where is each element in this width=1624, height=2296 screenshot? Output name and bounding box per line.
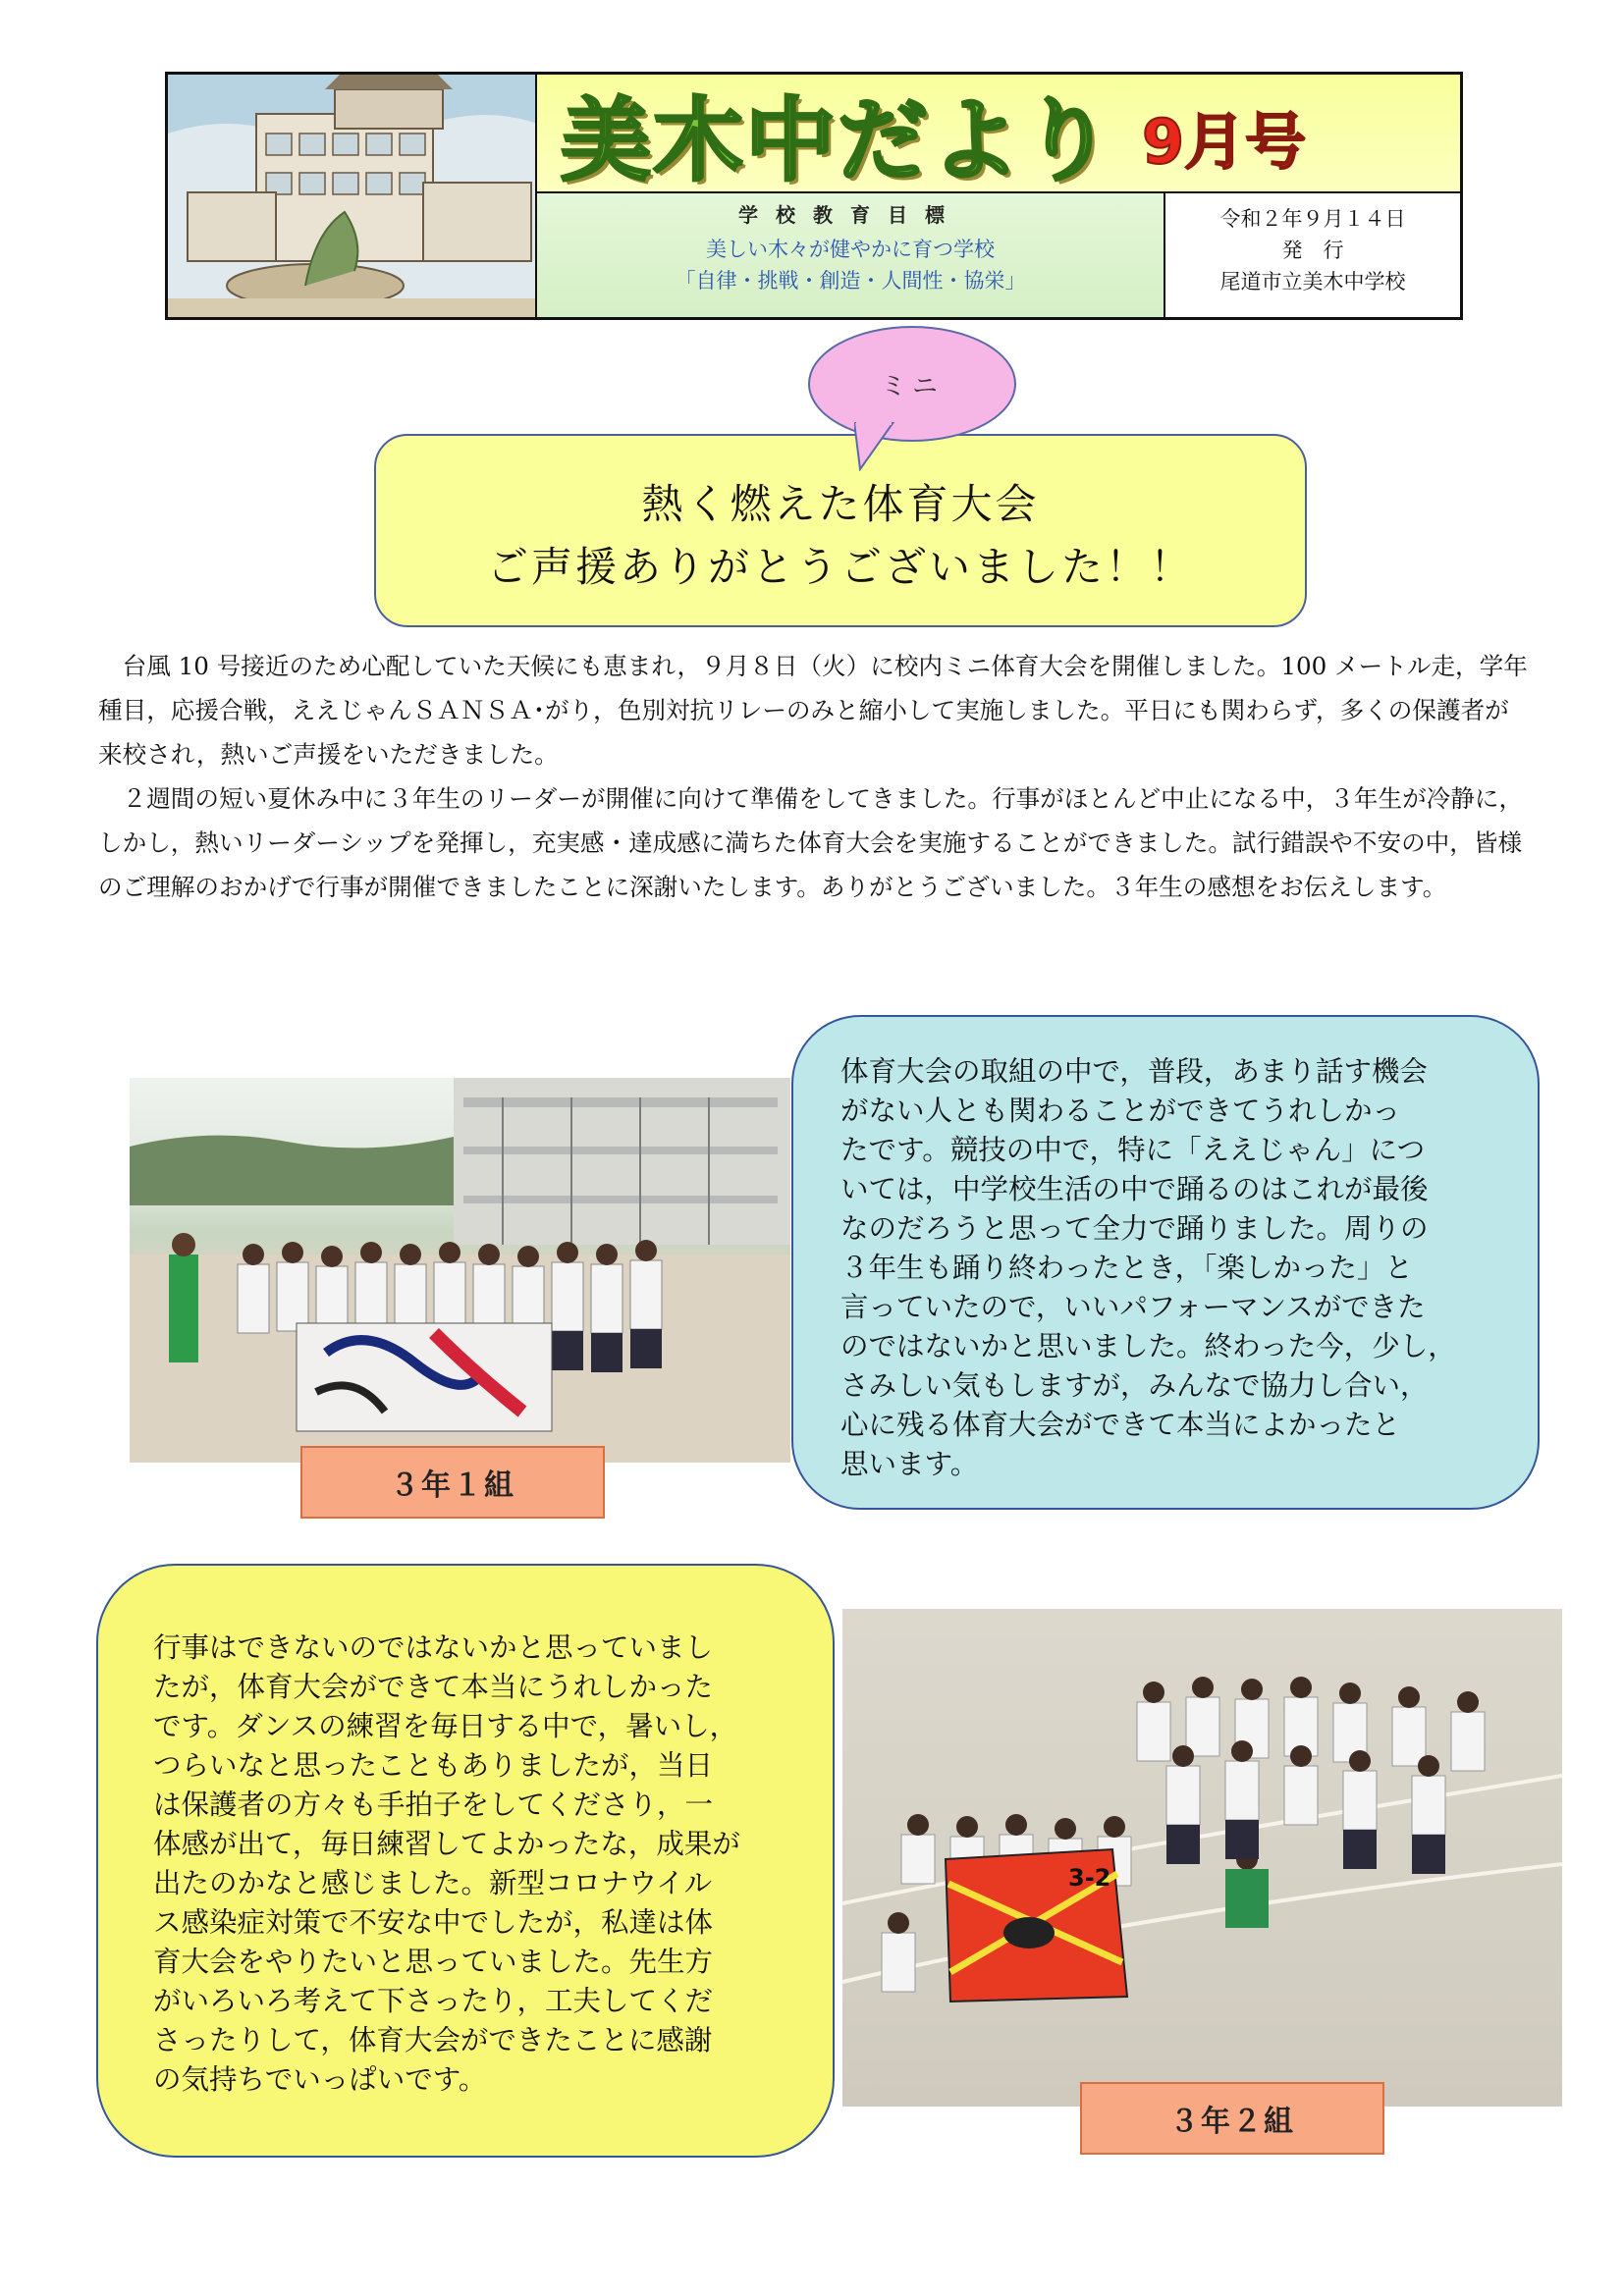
class-3-2-photo	[842, 1609, 1562, 2107]
comment-1-line: なのだろうと思って全力で踊りました。周りの	[840, 1212, 1429, 1245]
headline-line-1: 熱く燃えた体育大会	[641, 480, 1040, 528]
comment-2-line: 行事はできないのではないかと思っていまし	[153, 1631, 714, 1664]
title-band	[537, 75, 1460, 193]
comment-2-line: 体感が出て，毎日練習してよかったな，成果が	[153, 1828, 740, 1860]
comment-1-line: 心に残る体育大会ができて本当によかったと	[840, 1409, 1401, 1441]
issue-label: 9月号	[1142, 106, 1307, 178]
comment-2-line: がいろいろ考えて下さったり，工夫してくだ	[153, 1985, 714, 2017]
comment-2-line: です。ダンスの練習を毎日する中で，暑いし，	[153, 1710, 738, 1742]
publisher-name: 尾道市立美木中学校	[1219, 270, 1406, 294]
comment-1-line: がない人とも関わることができてうれしかっ	[840, 1095, 1401, 1127]
comment-2-line: の気持ちでいっぱいです。	[153, 2063, 487, 2096]
headline-line-2: ご声援ありがとうございました！！	[486, 543, 1194, 591]
article-paragraph-2: ２週間の短い夏休み中に３年生のリーダーが開催に向けて準備をしてきました。行事がほとんど中止になる中，３年生が冷静に，しかし，熱いリーダーシップを発揮し，充実感・達成感に満ちた体育大会を実施することができました。試行錯誤や不安の中，皆様のご理解のおかげで行事が開催できましたことに深謝いたします。ありがとうございました。３年生の感想をお伝えします。	[98, 784, 1524, 901]
comment-2-line: 育大会をやりたいと思っていました。先生方	[153, 1946, 714, 1978]
goal-heading: 学校教育目標	[738, 203, 962, 227]
comment-1-line: 言っていたので，いいパフォーマンスができた	[840, 1291, 1426, 1323]
student-comment-2	[96, 1564, 835, 2158]
class-3-1-group-photo	[130, 1078, 790, 1463]
class-3-1-label: ３年１組	[390, 1468, 515, 1503]
publication-date: 令和２年９月１４日	[1219, 207, 1406, 231]
comment-1-line: 体育大会の取組の中で，普段，あまり話す機会	[840, 1055, 1428, 1088]
publication-info	[1165, 193, 1460, 317]
class-3-2-group-photo	[842, 1609, 1562, 2107]
article-body	[98, 644, 1532, 909]
comment-1-line: さみしい気もしますが，みんなで協力し合い，	[840, 1369, 1429, 1402]
flag-class-text: 3-2	[1068, 1864, 1111, 1892]
comment-1-line: 思います。	[840, 1448, 979, 1480]
class-3-2-label: ３年２組	[1169, 2105, 1295, 2139]
goal-line-2: 「自律・挑戦・創造・人間性・協栄」	[675, 269, 1026, 293]
comment-2-line: は保護者の方々も手拍子をしてくださり，一	[153, 1789, 714, 1821]
class-3-1-caption	[300, 1446, 605, 1519]
comment-2-line: ス感染症対策で不安な中でしたが，私達は体	[153, 1906, 714, 1939]
mini-label: ミニ	[880, 371, 944, 401]
comment-2-line: 出たのかなと感じました。新型コロナウイル	[153, 1867, 713, 1899]
goal-line-1: 美しい木々が健やかに育つ学校	[706, 238, 995, 261]
comment-1-line: いては，中学校生活の中で踊るのはこれが最後	[840, 1173, 1429, 1205]
headline-box	[374, 434, 1307, 627]
comment-2-line: たが，体育大会ができて本当にうれしかった	[153, 1671, 714, 1703]
speech-bubble-tail	[854, 422, 913, 471]
publish-label: 発 行	[1281, 239, 1344, 262]
student-comment-1	[791, 1015, 1540, 1510]
comment-2-line: つらいなと思ったこともありましたが，当日	[153, 1749, 714, 1782]
school-building-illustration	[168, 75, 537, 317]
school-building-sketch	[168, 75, 537, 317]
comment-1-line: ３年生も踊り終わったとき，「楽しかった」と	[840, 1252, 1413, 1284]
comment-1-line: のではないかと思いました。終わった今，少し，	[840, 1330, 1456, 1362]
newsletter-title: 美木中だより	[561, 87, 1115, 193]
comment-2-line: さったりして，体育大会ができたことに感謝	[153, 2024, 713, 2056]
newsletter-header	[165, 72, 1463, 320]
article-paragraph-1: 台風 10 号接近のため心配していた天候にも恵まれ，９月８日（火）に校内ミニ体育大会を開催しました。100 メートル走，学年種目，応援合戦，ええじゃんＳＡＮＳＡ･がり，色別対抗リレーのみと縮小して実施しました。平日にも関わらず，多くの保護者が来校され，熱いご声援をいただきました。	[98, 652, 1528, 769]
class-3-1-photo	[130, 1078, 790, 1463]
school-goal-box	[537, 193, 1165, 317]
class-3-2-caption	[1080, 2082, 1384, 2155]
comment-1-line: たです。競技の中で，特に「ええじゃん」につ	[840, 1134, 1426, 1166]
